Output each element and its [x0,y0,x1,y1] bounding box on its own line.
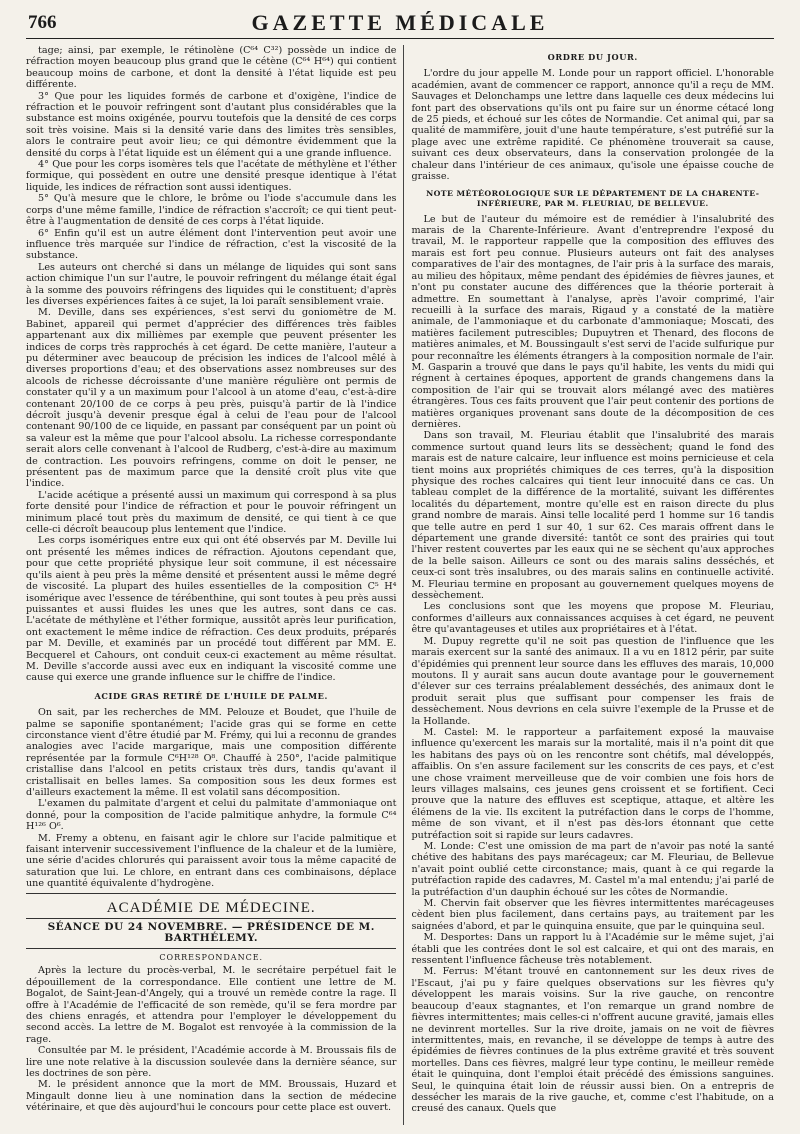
page-header [26,10,774,39]
paragraph: tage; ainsi, par exemple, le rétinolène (C⁶⁴ C³²) possède un indice de réfraction moyen beaucoup plus grand que le cétène (C⁶⁴ H⁶⁴) qui contient beaucoup moins de carbone, et dont la densité à l'état liquide est peu différente. [26,45,397,91]
paragraph: M. le président annonce que la mort de MM. Broussais, Huzard et Mingault donne lieu à une nomination dans la section de médecine vétérinaire, et que dès aujourd'hui le concours pour cette place est ouvert. [26,1079,397,1114]
right-paragraphs-b [411,214,774,1115]
paragraph: M. Fremy a obtenu, en faisant agir le chlore sur l'acide palmitique et faisant intervenir successivement l'influence de la chaleur et de la lumière, une série d'acides chlorurés qui paraissent avoir tous la même capacité de saturation que lui. Le chlore, en entrant dans ces combinaisons, déplace une quantité équivalente d'hydrogène. [26,832,397,890]
paragraph: L'acide acétique a présenté aussi un maximum qui correspond à sa plus forte densité pour l'indice de réfraction et pour le pouvoir réfringent un minimum placé tout près du maximum de densité, ce qui tient à ce que celle-ci décroît beaucoup plus lentement que l'indice. [26,489,397,536]
paragraph: M. Desportes: Dans un rapport lu à l'Académie sur le même sujet, j'ai établi que les contrées dont le sol est calcaire, et qui ont des marais, en ressentent l'influence fâcheuse très notablement. [411,932,774,967]
paragraph: Les corps isomériques entre eux qui ont été observés par M. Deville lui ont présenté les mêmes indices de réfraction. Ajoutons cependant que, pour que cette propriété physique leur soit commune, il est nécessaire qu'ils aient à peu près la même densité et présentent aussi le même degré de viscosité. La plupart des huiles essentielles de la composition C⁵ H⁴ isomérique avec l'essence de térébenthine, qui sont toutes à peu près aussi puissantes et aussi fluides les unes que les autres, sont dans ce cas. L'acétate de méthylène et l'éther formique, aussitôt après leur purification, ont exactement le même indice de réfraction. Ces deux produits, préparés par M. Deville, et examinés par un procédé tout différent par MM. E. Becquerel et Cahours, ont conduit ceux-ci exactement au même résultat. M. Deville s'accorde aussi avec eux en indiquant la viscosité comme une cause qui exerce une grande influence sur le chiffre de l'indice. [26,535,397,684]
left-paragraphs-c [26,965,396,1113]
heading-ordre-du-jour: ORDRE DU JOUR. [547,52,638,62]
paragraph: Le but de l'auteur du mémoire est de remédier à l'insalubrité des marais de la Charente-Inférieure. Avant d'entreprendre l'exposé du travail, M. le rapporteur rappelle que la composition des effluves des marais est fort peu connue. Plusieurs auteurs ont fait des analyses comparatives de l'air des montagnes, de l'air pris à la surface des marais, au milieu des hôpitaux, même pendant des épidémies de fièvres jaunes, et n'ont pu constater aucune des différences que la théorie porterait à admettre. En soumettant à l'analyse, après l'avoir comprimé, l'air recueilli à la surface des marais, Rigaud y a constaté de la matière animale, de l'ammoniaque et du carbonate d'ammoniaque; Moscati, des matières facilement putrescibles; Dupuytren et Thenard, des flocons de matières animales, et M. Boussingault s'est servi de l'acide sulfurique pur pour reconnaître les éléments étrangers à la composition normale de l'air. M. Gasparin a trouvé que dans le pays qu'il habite, les vents du midi qui régnent à certaines époques, apportent de grands changemens dans la composition de l'air qui se trouvait alors mélangé avec des matières étrangères. Tous ces faits prouvent que l'air peut contenir des portions de matières organiques provenant sans doute de la décomposition de ces dernières. [411,213,774,430]
paragraph: M. Londe: C'est une omission de ma part de n'avoir pas noté la santé chétive des habitans des pays marécageux; car M. Fleuriau, de Bellevue n'avait point oublié cette circonstance; mais, quant à ce qui regarde la putréfaction rapide des cadavres, M. Castel m'a mal entendu; j'ai parlé de la putréfaction d'un dauphin échoué sur les côtes de Normandie. [411,841,774,898]
heading-academie: ACADÉMIE DE MÉDECINE. [106,899,316,916]
divider [26,918,396,919]
divider [26,893,396,894]
paragraph: M. Deville, dans ses expériences, s'est servi du goniomètre de M. Babinet, appareil qui permet d'apprécier des différences très faibles appartenant aux dix millièmes par exemple que peuvent présenter les indices de corps très rapprochés à cet égard. De cette manière, l'auteur a pu déterminer avec beaucoup de précision les indices de l'alcool mêlé à diverses proportions d'eau; et des observations assez nombreuses sur des alcools de richesse décroissante d'une manière régulière ont permis de constater qu'il y a un maximum pour l'alcool à un atome d'eau, c'est-à-dire contenant 20/100 de ce corps à peu près, puisqu'à partir de là l'indice décroît jusqu'à devenir presque égal à celui de l'eau pour de l'alcool contenant 90/100 de ce liquide, en passant par conséquent par un point où sa valeur est la même que pour l'alcool absolu. La richesse correspondante serait alors celle convenant à l'alcool de Rudberg, c'est-à-dire au maximum de contraction. Les pouvoirs refringens, comme on doit le penser, ne présentent pas de maximum parce que la densité croît plus vite que l'indice. [26,307,397,490]
paragraph: On sait, par les recherches de MM. Pelouze et Boudet, que l'huile de palme se saponifie spontanément; l'acide gras qui se forme en cette circonstance vient d'être étudié par M. Frémy, qui lui a reconnu de grandes analogies avec l'acide margarique, mais une composition différente représentée par la formule C⁶H¹²⁸ O⁸. Chauffé à 250°, l'acide palmitique cristallise dans l'alcool en petits cristaux très durs, tandis qu'avant il cristallisait en belles lames. Sa composition sous les deux formes est d'ailleurs exactement la même. Il est volatil sans décomposition. [26,707,397,798]
paragraph: L'examen du palmitate d'argent et celui du palmitate d'ammoniaque ont donné, pour la composition de l'acide palmitique anhydre, la formule C⁶⁴ H¹²⁶ O⁶. [26,798,397,833]
heading-note-meteorologique: NOTE MÉTÉOROLOGIQUE SUR LE DÉPARTEMENT DE LA CHARENTE-INFÉRIEURE, PAR M. FLEURIAU, DE BELLEVUE. [426,189,760,209]
paragraph: 5° Qu'à mesure que le chlore, le brôme ou l'iode s'accumule dans les corps d'une même famille, l'indice de réfraction s'accroît; ce qui tient peut-être à l'augmentation de densité de ces corps à l'état liquide. [26,193,397,228]
right-column [404,45,774,1125]
heading-correspondance: CORRESPONDANCE. [159,952,264,962]
paragraph: 4° Que pour les corps isomères tels que l'acétate de méthylène et l'éther formique, qui possèdent en outre une densité presque identique à l'état liquide, les indices de réfraction sont aussi identiques. [26,159,397,193]
heading-seance: SÉANCE DU 24 NOVEMBRE. — PRÉSIDENCE DE M. BARTHÉLEMY. [47,921,375,945]
left-column [26,45,404,1125]
paragraph: 3° Que pour les liquides formés de carbone et d'oxigène, l'indice de réfraction et le pouvoir refringent sont d'autant plus considérables que la substance est moins oxigénée, pourvu toutefois que la densité de ces corps soit très voisine. Mais si la densité varie dans des limites très sensibles, alors le contraire peut avoir lieu; ce qui démontre évidemment que la densité du corps à l'état liquide est un élément qui a une grande influence. [26,90,397,159]
right-paragraphs-a [411,68,774,182]
paragraph: 6° Enfin qu'il est un autre élément dont l'intervention peut avoir une influence très marquée sur l'indice de réfraction, c'est la viscosité de la substance. [26,227,397,262]
paragraph: M. Dupuy regrette qu'il ne soit pas question de l'influence que les marais exercent sur la santé des animaux. Il a vu en 1812 périr, par suite d'épidémies qui prennent leur source dans les effluves des marais, 10,000 moutons. Il y aurait sans aucun doute avantage pour le gouvernement d'élever sur ces terrains préalablement desséchés, des animaux dont le produit serait plus que suffisant pour compenser les frais de dessèchement. Nous devrions en cela suivre l'exemple de la Prusse et de la Hollande. [411,635,774,727]
paragraph: Dans son travail, M. Fleuriau établit que l'insalubrité des marais commence surtout quand leurs lits se dessèchent; quand le fond des marais est de nature calcaire, leur influence est moins pernicieuse et cela tient moins aux propriétés chimiques de ces terres, qu'à la disposition physique des roches calcaires qui tient leur innocuité dans ce cas. Un tableau complet de la différence de la mortalité, suivant les différentes localités du département, montre qu'elle est en raison directe du plus grand nombre de marais. Ainsi telle localité perd 1 homme sur 16 tandis que telle autre en perd 1 sur 40, 1 sur 62. Ces marais offrent dans le département une grande diversité: tantôt ce sont des prairies qui tout l'hiver restent couvertes par les eaux qui ne se sèchent qu'aux approches de la belle saison. Ailleurs ce sont ou des marais salins desséchés, et ceux-ci sont très insalubres, ou des marais salins en continuelle activité. M. Fleuriau termine en proposant au gouvernement quelques moyens de dessèchement. [411,430,774,602]
heading-acide-gras: ACIDE GRAS RETIRÉ DE L'HUILE DE PALME. [94,690,328,701]
masthead: GAZETTE MÉDICALE [251,10,549,35]
left-paragraphs-a [26,45,396,684]
paragraph: M. Chervin fait observer que les fièvres intermittentes marécageuses cèdent bien plus facilement, dans certains pays, au traitement par les saignées d'abord, et par le quinquina ensuite, que par le quinquina seul. [411,898,774,932]
divider [26,948,396,949]
paragraph: M. Castel: M. le rapporteur a parfaitement exposé la mauvaise influence qu'exercent les marais sur la mortalité, mais il n'a point dit que les habitans des pays où on les rencontre sont chétifs, mal développés, affaiblis. On s'en assure facilement sur les conscrits de ces pays, et c'est une chose vraiment merveilleuse que de voir combien une fois hors de leurs villages malsains, ces jeunes gens croissent et se fortifient. Ceci prouve que la nature des effluves est sceptique, attaque, et altère les élémens de la vie. Ils excitent la putréfaction dans le corps de l'homme, même de son vivant, et il n'est pas dès-lors étonnant que cette putréfaction soit si rapide sur leurs cadavres. [411,726,774,841]
paragraph: Consultée par M. le président, l'Académie accorde à M. Broussais fils de lire une note relative à la discussion soulevée dans la dernière séance, sur les doctrines de son père. [26,1045,397,1079]
columns [26,45,774,1125]
page-number: 766 [28,12,57,33]
paragraph: Les conclusions sont que les moyens que propose M. Fleuriau, conformes d'ailleurs aux connaissances acquises à cet égard, ne peuvent être qu'avantageuses et utiles aux propriétaires et à l'état. [411,601,774,636]
paragraph: M. Ferrus: M'étant trouvé en cantonnement sur les deux rives de l'Escaut, j'ai pu y faire quelques observations sur les fièvres qu'y développent les marais voisins. Sur la rive gauche, on rencontre beaucoup d'eaux stagnantes, et l'on remarque un grand nombre de fièvres intermittentes; mais celles-ci n'offrent aucune gravité, jamais elles ne devinrent mortelles. Sur la rive droite, jamais on ne voit de fièvres intermittentes, mais, en revanche, il se développe de temps à autre des épidémies de fièvres continues de la plus extrême gravité et très souvent mortelles. Dans ces fièvres, malgré leur type continu, le meilleur remède était le quinquina, dont l'emploi était précédé des émissions sanguines. Seul, le quinquina était loin de réussir aussi bien. On a entrepris de dessécher les marais de la rive gauche, et, comme c'est l'habitude, on a creusé des canaux. Quels que [411,966,774,1115]
paragraph: Les auteurs ont cherché si dans un mélange de liquides qui sont sans action chimique l'un sur l'autre, le pouvoir refringent du mélange était égal à la somme des pouvoirs réfringens des liquides qui le constituent; d'après les diverses expériences faites à ce sujet, la loi paraît sensiblement vraie. [26,261,397,307]
left-paragraphs-b [26,707,396,890]
paragraph: L'ordre du jour appelle M. Londe pour un rapport officiel. L'honorable académien, avant de commencer ce rapport, annonce qu'il a reçu de MM. Sauvages et Delonchamps une lettre dans laquelle ces deux médecins lui font part des observations qu'ils ont pu faire sur un énorme cétacé long de 25 pieds, et échoué sur les côtes de Normandie. Cet animal qui, par sa qualité de mammifère, jouit d'une haute température, s'est putréfié sur la plage avec une extrême rapidité. Ce phénomène trouverait sa cause, suivant ces deux observateurs, dans la conservation prolongée de la chaleur dans l'intérieur de ces animaux, qu'isole une épaisse couche de graisse. [411,68,774,183]
paragraph: Après la lecture du procès-verbal, M. le secrétaire perpétuel fait le dépouillement de la correspondance. Elle contient une lettre de M. Bogalot, de Saint-Jean-d'Angely, qui a trouvé un remède contre la rage. Il offre à l'Académie de l'efficacité de son remède, qu'il se fera mordre par des chiens enragés, et attendra pour l'employer le développement du second accès. La lettre de M. Bogalot est renvoyée à la commission de la rage. [26,965,397,1045]
